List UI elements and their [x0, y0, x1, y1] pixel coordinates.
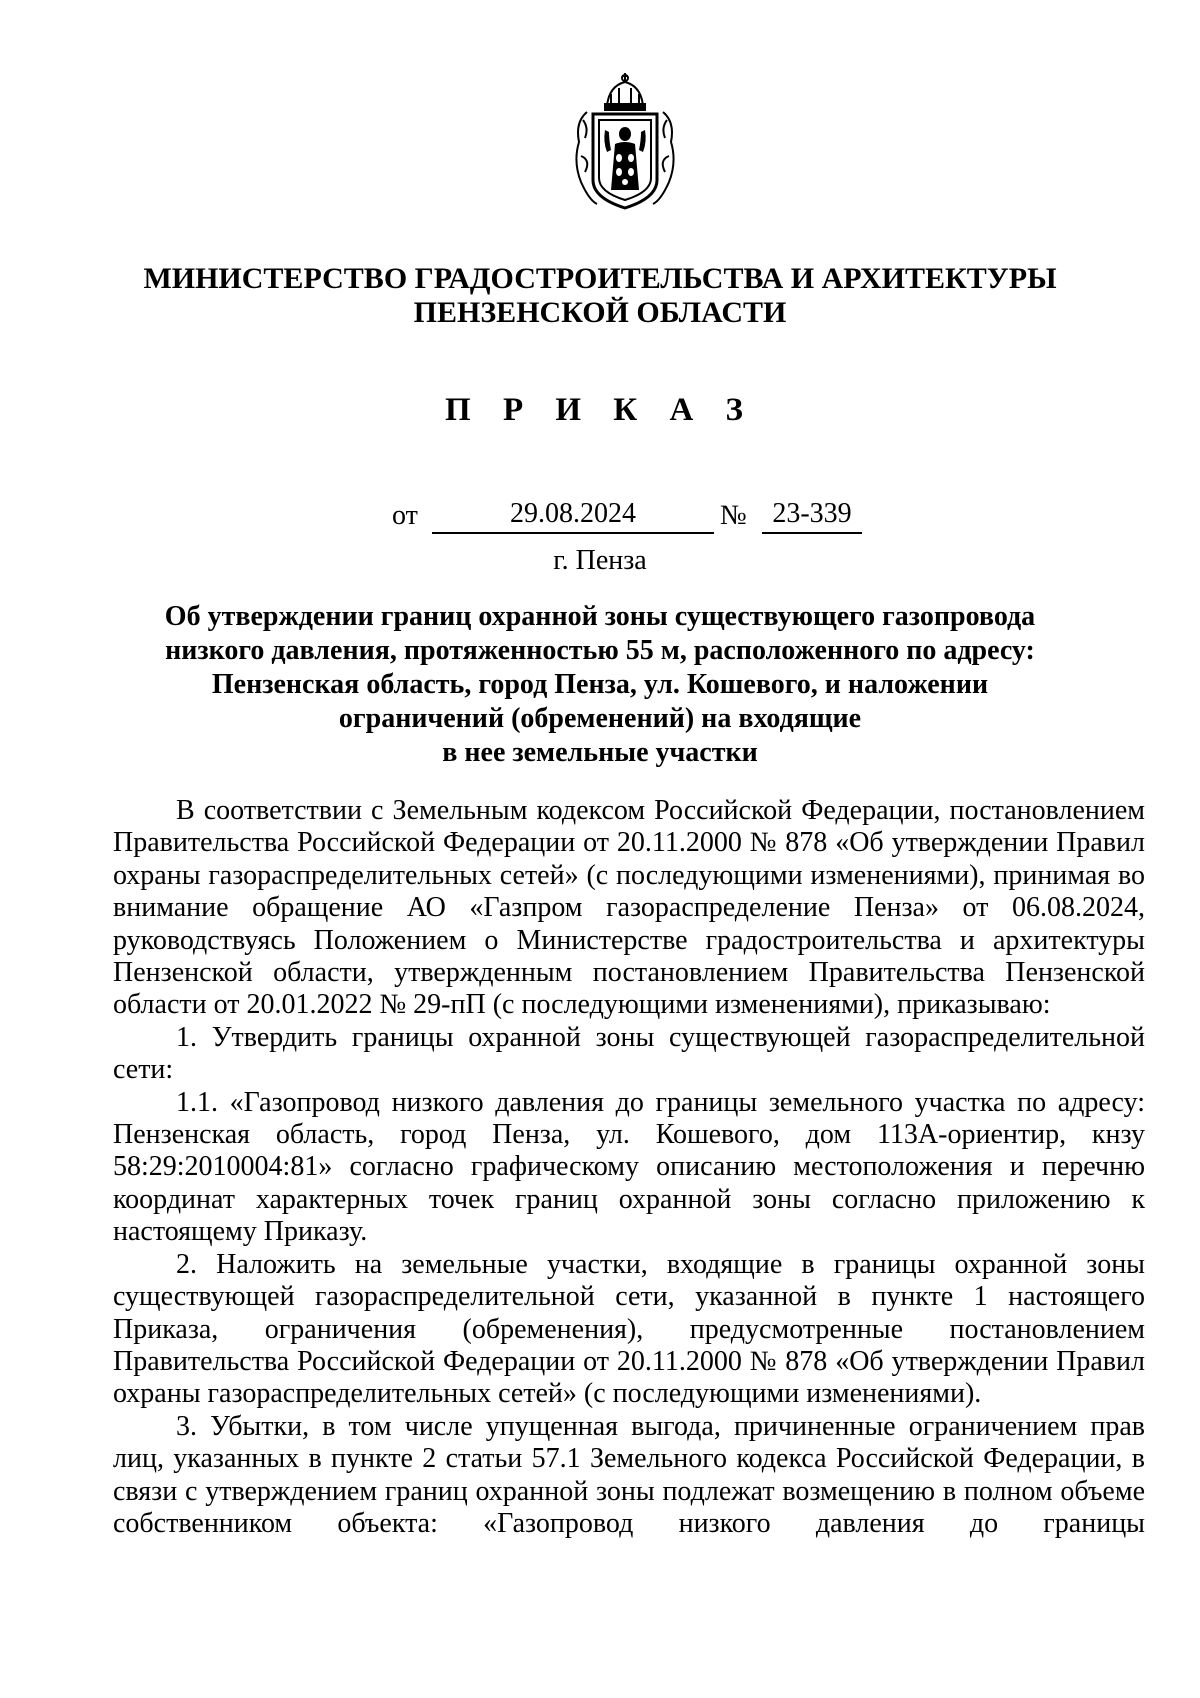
- ministry-line-1: МИНИСТЕРСТВО ГРАДОСТРОИТЕЛЬСТВА И АРХИТЕКТУРЫ: [143, 262, 1057, 295]
- paragraph-preamble: В соответствии с Земельным кодексом Российской Федерации, постановлением Правительства Российской Федерации от 20.11.2000 № 878 «Об утверждении Правил охраны газораспределительных сетей» (с последующими изменениями), принимая во внимание обращение АО «Газпром газораспределение Пенза» от 06.08.2024, руководствуясь Положением о Министерстве градостроительства и архитектуры Пензенской области, утвержденным постановлением Правительства Пензенской области от 20.01.2022 № 29-пП (с последующими изменениями), приказываю:: [113, 795, 1145, 1021]
- document-body: [113, 795, 1145, 1540]
- title-line: низкого давления, протяженностью 55 м, расположенного по адресу:: [165, 635, 1035, 666]
- date-prefix: от: [392, 500, 418, 531]
- paragraph-item-2: 2. Наложить на земельные участки, входящие в границы охранной зоны существующей газораспределительной сети, указанной в пункте 1 настоящего Приказа, ограничения (обременения), предусмотренные постановлением Правительства Российской Федерации от 20.11.2000 № 878 «Об утверждении Правил охраны газораспределительных сетей» (с последующими изменениями).: [113, 1248, 1145, 1410]
- city: г. Пенза: [553, 545, 647, 576]
- paragraph-item-1: 1. Утвердить границы охранной зоны существующей газораспределительной сети:: [113, 1021, 1145, 1086]
- title-line: Об утверждении границ охранной зоны существующего газопровода: [164, 601, 1036, 632]
- coat-of-arms-emblem: [569, 72, 681, 214]
- document-type: П Р И К А З: [445, 392, 755, 428]
- title-line: Пензенская область, город Пенза, ул. Кошевого, и наложении: [211, 669, 989, 700]
- paragraph-item-3: 3. Убытки, в том числе упущенная выгода, причиненные ограничением прав лиц, указанных в пункте 2 статьи 57.1 Земельного кодекса Российской Федерации, в связи с утверждением границ охранной зоны подлежат возмещению в полном объеме собственником объекта: «Газопровод низкого давления до границы: [113, 1410, 1145, 1539]
- title-line: в нее земельные участки: [442, 737, 758, 768]
- ministry-line-2: ПЕНЗЕНСКОЙ ОБЛАСТИ: [413, 296, 787, 329]
- document-number: 23-339: [762, 498, 862, 534]
- document-date: 29.08.2024: [432, 498, 714, 534]
- document-title: [150, 600, 1050, 770]
- date-number-line: [392, 498, 872, 534]
- ministry-name: [0, 262, 1200, 330]
- paragraph-item-1-1: 1.1. «Газопровод низкого давления до границы земельного участка по адресу: Пензенская область, город Пенза, ул. Кошевого, дом 113А-ориентир, кнзу 58:29:2010004:81» согласно графическому описанию местоположения и перечню координат характерных точек границ охранной зоны согласно приложению к настоящему Приказу.: [113, 1086, 1145, 1248]
- title-line: ограничений (обременений) на входящие: [338, 703, 862, 734]
- number-prefix: №: [720, 500, 747, 531]
